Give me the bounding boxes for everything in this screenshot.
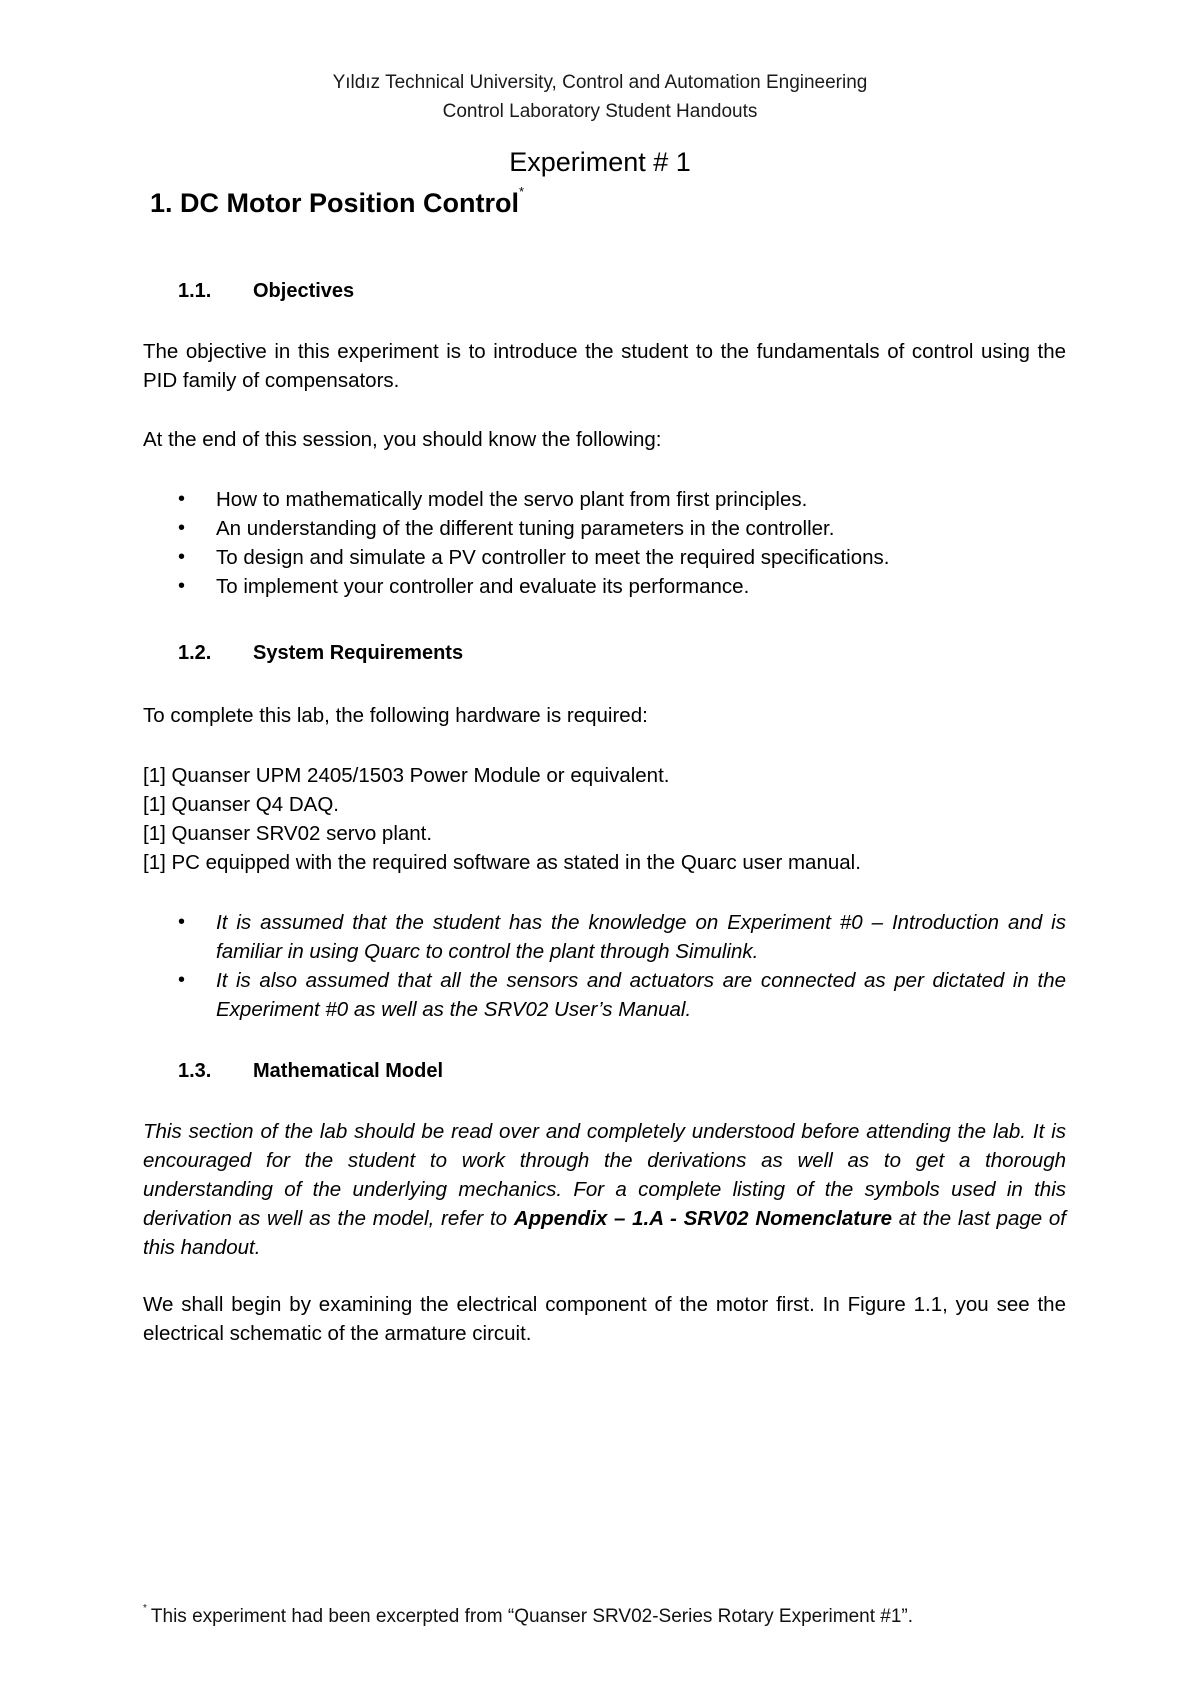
appendix-reference: Appendix – 1.A - SRV02 Nomenclature <box>513 1207 893 1230</box>
objectives-list <box>143 485 1066 601</box>
hardware-item: [1] Quanser UPM 2405/1503 Power Module or equivalent. <box>143 764 670 787</box>
footnote-mark: * <box>143 1602 147 1614</box>
list-item: • It is assumed that the student has the knowledge on Experiment #0 – Introduction and is familiar in using Quarc to control the plant through Simulink. <box>143 908 1066 966</box>
list-item: • It is also assumed that all the sensors and actuators are connected as per dictated in the Experiment #0 as well as the SRV02 User’s Manual. <box>143 966 1066 1024</box>
section-number-objectives: 1.1. <box>178 280 212 302</box>
hardware-item: [1] PC equipped with the required software as stated in the Quarc user manual. <box>143 851 861 874</box>
header-handouts: Control Laboratory Student Handouts <box>442 101 758 122</box>
model-paragraph: This section of the lab should be read over and completely understood before attending the lab. It is encouraged for the student to work through the derivations as well as to get a thorough understanding of the underlying mechanics. For a complete listing of the symbols used in this derivation as well as the model, refer to Appendix – 1.A - SRV02 Nomenclature at the last page of this handout. <box>143 1120 1067 1259</box>
footnote <box>143 1602 914 1628</box>
bullet-icon: • <box>178 546 186 568</box>
list-item: • An understanding of the different tuning parameters in the controller. <box>143 514 1066 543</box>
list-item: • To design and simulate a PV controller to meet the required specifications. <box>143 543 1066 572</box>
section-title-requirements: System Requirements <box>253 642 464 664</box>
bullet-icon: • <box>178 488 186 510</box>
section-number-model: 1.3. <box>178 1060 212 1082</box>
list-item: • To implement your controller and evaluate its performance. <box>143 572 1066 601</box>
bullet-icon: • <box>178 911 186 933</box>
bullet-icon: • <box>178 575 186 597</box>
bullet-icon: • <box>178 969 186 991</box>
bullet-icon: • <box>178 517 186 539</box>
objectives-paragraph: The objective in this experiment is to introduce the student to the fundamentals of control using the PID family of compensators. <box>143 340 1066 392</box>
list-item: • How to mathematically model the servo plant from first principles. <box>143 485 1066 514</box>
electrical-paragraph: We shall begin by examining the electrical component of the motor first. In Figure 1.1, you see the electrical schematic of the armature circuit. <box>143 1293 1066 1345</box>
hardware-item: [1] Quanser Q4 DAQ. <box>143 793 339 816</box>
footnote-text: This experiment had been excerpted from “Quanser SRV02-Series Rotary Experiment #1”. <box>150 1606 914 1627</box>
section-title-model: Mathematical Model <box>253 1060 444 1082</box>
hardware-item: [1] Quanser SRV02 servo plant. <box>143 822 433 845</box>
experiment-title: Experiment # 1 <box>509 147 691 177</box>
main-title <box>150 184 525 219</box>
main-title-text: 1. DC Motor Position Control <box>150 188 519 218</box>
requirements-intro: To complete this lab, the following hardware is required: <box>143 704 648 727</box>
objectives-intro: At the end of this session, you should know the following: <box>143 428 662 451</box>
title-footnote-mark: * <box>518 184 525 199</box>
assumptions-list <box>143 908 1066 1024</box>
header-university: Yıldız Technical University, Control and Automation Engineering <box>332 72 868 93</box>
section-number-requirements: 1.2. <box>178 642 212 664</box>
section-title-objectives: Objectives <box>253 280 355 302</box>
